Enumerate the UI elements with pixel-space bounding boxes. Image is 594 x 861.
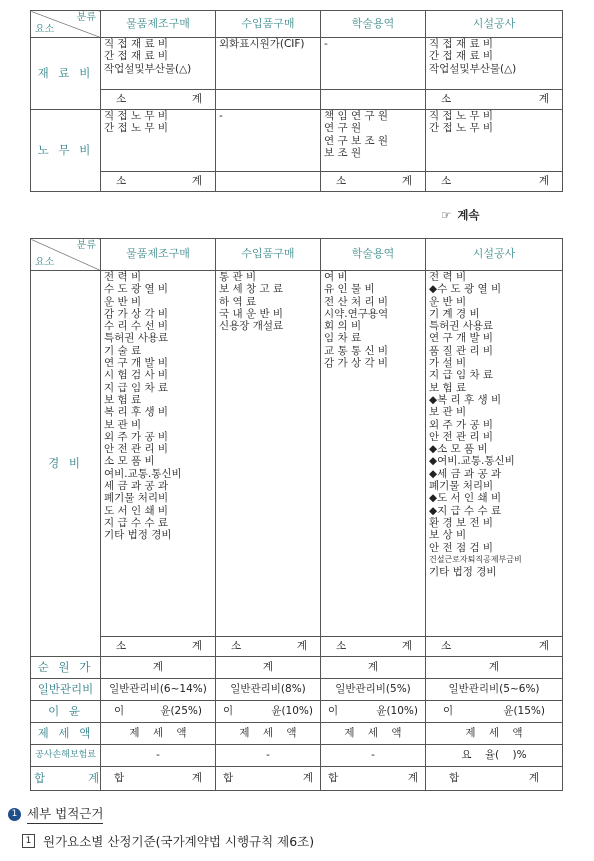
total-goods	[101, 767, 216, 791]
insurance-goods: -	[101, 745, 216, 767]
list-item: 건설근로자퇴직공제부금비	[429, 554, 522, 564]
subtotal-label: 계	[191, 640, 202, 653]
header-category-label: 분류	[76, 240, 96, 251]
net-cost-imports: 계	[216, 657, 321, 679]
material-construction-subtotal	[426, 90, 563, 110]
expense-research-cell	[321, 271, 426, 637]
list-item: 보 세 창 고 료	[219, 283, 284, 296]
list-item: 여 비	[324, 271, 348, 283]
list-item: 연 구 개 발 비	[429, 332, 494, 345]
list-item: ◆소 모 품 비	[429, 443, 488, 456]
list-item: 보 험 료	[429, 381, 467, 394]
insurance-research: -	[321, 745, 426, 767]
list-item: 지 급 수 수 료	[104, 516, 169, 529]
section-heading	[8, 804, 103, 824]
profit-label: 이	[443, 705, 454, 718]
list-item: 지 급 임 차 료	[429, 369, 494, 382]
list-item: 직 접 노 무 비	[429, 110, 494, 122]
subtotal-label: 계	[191, 175, 202, 188]
list-item: 연 구 개 발 비	[104, 357, 169, 370]
list-item: 폐기물 처리비	[104, 492, 169, 505]
list-item: 보 험 료	[104, 393, 142, 406]
labor-goods-cell	[101, 110, 216, 172]
total-research	[321, 767, 426, 791]
list-item: 전 력 비	[429, 271, 467, 283]
list-item: 전 산 처 리 비	[324, 295, 389, 308]
list-item: 수 도 광 열 비	[104, 283, 169, 296]
section-number-badge: 1	[8, 808, 21, 821]
list-item: 지 급 임 차 료	[104, 381, 169, 394]
total-label: 계	[528, 772, 539, 785]
list-item: ◆지 급 수 수 료	[429, 504, 502, 517]
expense-construction-subtotal	[426, 637, 563, 657]
profit-label: 이	[328, 705, 339, 718]
profit-construction	[426, 701, 563, 723]
list-item: 감 가 상 각 비	[104, 307, 169, 320]
net-cost-research: 계	[321, 657, 426, 679]
header-category-label: 분류	[76, 12, 96, 23]
labor-goods-subtotal	[101, 172, 216, 192]
row-label-admin-cost: 일반관리비	[31, 679, 101, 701]
expense-construction-cell	[426, 271, 563, 637]
subtotal-label: 소	[116, 93, 127, 106]
subtotal-label: 소	[336, 640, 347, 653]
list-item: 세 금 과 공 과	[104, 480, 169, 493]
material-imports-cell	[216, 38, 321, 90]
list-item: 시약.연구용역	[324, 307, 389, 320]
list-item: 국 내 운 반 비	[219, 307, 284, 320]
subtotal-label: 소	[441, 93, 452, 106]
total-label: 계	[302, 772, 313, 785]
list-item: 보 관 비	[104, 418, 142, 431]
header-element-label: 요소	[35, 256, 55, 268]
list-item: ◆도 서 인 쇄 비	[429, 492, 502, 505]
material-imports-subtotal	[216, 90, 321, 110]
list-item: 신용장 개설료	[219, 320, 284, 333]
list-item: 하 역 료	[219, 295, 257, 308]
list-item: 책 임 연 구 원	[324, 110, 389, 122]
labor-construction-subtotal	[426, 172, 563, 192]
list-item: 안 전 점 검 비	[429, 541, 494, 554]
list-item: 특허권 사용료	[429, 320, 494, 333]
labor-imports-cell	[216, 110, 321, 172]
expense-imports-cell	[216, 271, 321, 637]
list-item: 품 질 관 리 비	[429, 344, 494, 357]
pointing-hand-icon: ☞	[441, 208, 452, 222]
net-cost-construction: 계	[426, 657, 563, 679]
list-item: ◆세 금 과 공 과	[429, 467, 502, 480]
cost-table-part1	[30, 10, 563, 192]
list-item: 운 반 비	[429, 295, 467, 308]
continued-label: 계속	[457, 208, 480, 222]
list-item: 여비.교통.통신비	[104, 467, 182, 480]
material-research-subtotal	[321, 90, 426, 110]
list-item: 통 관 비	[219, 271, 257, 283]
list-item: 유 인 물 비	[324, 283, 375, 296]
total-construction	[426, 767, 563, 791]
row-label-insurance: 공사손해보험료	[31, 745, 101, 767]
col-header-imports: 수입품구매	[216, 11, 321, 38]
list-item: 감 가 상 각 비	[324, 357, 389, 370]
list-item: 안 전 관 리 비	[429, 430, 494, 443]
admin-goods: 일반관리비(6~14%)	[101, 679, 216, 701]
col-header-goods: 물품제조구매	[101, 239, 216, 271]
row-label-material-cost: 재 료 비	[31, 38, 101, 110]
list-item: 직 접 재 료 비	[104, 38, 169, 50]
admin-construction: 일반관리비(5~6%)	[426, 679, 563, 701]
total-imports	[216, 767, 321, 791]
list-item: 기타 법정 경비	[429, 566, 497, 579]
profit-label: 이	[223, 705, 234, 718]
insurance-imports: -	[216, 745, 321, 767]
expense-research-subtotal	[321, 637, 426, 657]
list-item: 보 관 비	[429, 406, 467, 419]
list-item: 작업설및부산물(△)	[429, 62, 517, 75]
profit-imports	[216, 701, 321, 723]
row-label-tax: 제 세 액	[31, 723, 101, 745]
material-construction-cell	[426, 38, 563, 90]
header-diagonal-cell	[31, 239, 101, 271]
subtotal-label: 계	[401, 640, 412, 653]
profit-rate: 윤(10%)	[376, 705, 418, 718]
row-label-total: 합 계	[31, 767, 101, 791]
list-item: 연 구 원	[324, 122, 362, 135]
list-item: 전 력 비	[104, 271, 142, 283]
list-item: 기 계 경 비	[429, 307, 480, 320]
total-label: 합	[328, 772, 339, 785]
list-item: ◆여비.교통.통신비	[429, 455, 515, 468]
col-header-research: 학술용역	[321, 239, 426, 271]
row-label-labor-cost: 노 무 비	[31, 110, 101, 192]
item-text: 원가요소별 산정기준(국가계약법 시행규칙 제6조)	[43, 834, 315, 849]
profit-label: 이	[114, 705, 125, 718]
list-item: 연 구 보 조 원	[324, 134, 389, 147]
labor-research-cell	[321, 110, 426, 172]
total-label: 계	[407, 772, 418, 785]
list-item: 가 설 비	[429, 357, 467, 370]
list-item: -	[219, 110, 223, 122]
labor-imports-subtotal	[216, 172, 321, 192]
header-diagonal-cell	[31, 11, 101, 38]
subtotal-label: 계	[538, 640, 549, 653]
total-label: 합	[449, 772, 460, 785]
profit-research	[321, 701, 426, 723]
subtotal-label: 소	[336, 175, 347, 188]
list-item: 수 리 수 선 비	[104, 320, 169, 333]
list-item: 특허권 사용료	[104, 332, 169, 345]
list-item: 운 반 비	[104, 295, 142, 308]
insurance-construction: 요 율( )%	[426, 745, 563, 767]
list-item: 외 주 가 공 비	[104, 430, 169, 443]
list-item: 기 술 료	[104, 344, 142, 357]
admin-imports: 일반관리비(8%)	[216, 679, 321, 701]
subtotal-label: 계	[296, 640, 307, 653]
tax-research: 제 세 액	[321, 723, 426, 745]
list-item: 외 주 가 공 비	[429, 418, 494, 431]
list-item: 시 험 검 사 비	[104, 369, 169, 382]
list-item: 간 접 노 무 비	[104, 122, 169, 135]
item-number-box: 1	[22, 834, 35, 848]
list-item: 소 모 품 비	[104, 455, 155, 468]
list-item: 직 접 재 료 비	[429, 38, 494, 50]
total-label: 계	[191, 772, 202, 785]
continued-note	[441, 207, 480, 223]
col-header-goods: 물품제조구매	[101, 11, 216, 38]
labor-construction-cell	[426, 110, 563, 172]
profit-rate: 윤(15%)	[503, 705, 545, 718]
profit-rate: 윤(10%)	[271, 705, 313, 718]
material-goods-subtotal	[101, 90, 216, 110]
list-item: 교 통 통 신 비	[324, 344, 389, 357]
list-item: 간 접 재 료 비	[104, 50, 169, 63]
header-element-label: 요소	[35, 23, 55, 35]
tax-goods: 제 세 액	[101, 723, 216, 745]
list-item: 보 상 비	[429, 529, 467, 542]
list-item: ◆수 도 광 열 비	[429, 283, 502, 296]
col-header-construction: 시설공사	[426, 11, 563, 38]
row-label-expenses: 경 비	[31, 271, 101, 657]
list-item: 임 차 료	[324, 332, 362, 345]
subtotal-label: 계	[401, 175, 412, 188]
net-cost-goods: 계	[101, 657, 216, 679]
total-label: 합	[223, 772, 234, 785]
total-label: 합	[114, 772, 125, 785]
subtotal-label: 소	[116, 175, 127, 188]
list-item: 간 접 재 료 비	[429, 50, 494, 63]
list-item: 작업설및부산물(△)	[104, 62, 192, 75]
list-item: 외화표시원가(CIF)	[219, 38, 305, 50]
col-header-research: 학술용역	[321, 11, 426, 38]
material-goods-cell	[101, 38, 216, 90]
list-item: 환 경 보 전 비	[429, 516, 494, 529]
profit-goods	[101, 701, 216, 723]
list-item: ◆복 리 후 생 비	[429, 393, 502, 406]
col-header-imports: 수입품구매	[216, 239, 321, 271]
list-item: 복 리 후 생 비	[104, 406, 169, 419]
list-item: 간 접 노 무 비	[429, 122, 494, 135]
expense-goods-subtotal	[101, 637, 216, 657]
cost-table-part2	[30, 238, 563, 791]
profit-rate: 윤(25%)	[160, 705, 202, 718]
labor-research-subtotal	[321, 172, 426, 192]
material-research-cell	[321, 38, 426, 90]
subtotal-label: 소	[116, 640, 127, 653]
subtotal-label: 계	[191, 93, 202, 106]
list-item: -	[324, 38, 328, 50]
subtotal-label: 소	[441, 640, 452, 653]
subtotal-label: 소	[441, 175, 452, 188]
subtotal-label: 계	[538, 93, 549, 106]
admin-research: 일반관리비(5%)	[321, 679, 426, 701]
tax-construction: 제 세 액	[426, 723, 563, 745]
list-item: 회 의 비	[324, 320, 362, 333]
section-title: 세부 법적근거	[27, 804, 103, 824]
subtotal-label: 소	[231, 640, 242, 653]
list-item: 기타 법정 경비	[104, 529, 172, 542]
expense-goods-cell	[101, 271, 216, 637]
list-item: 직 접 노 무 비	[104, 110, 169, 122]
expense-imports-subtotal	[216, 637, 321, 657]
list-item: 보 조 원	[324, 146, 362, 159]
list-item: 안 전 관 리 비	[104, 443, 169, 456]
tax-imports: 제 세 액	[216, 723, 321, 745]
row-label-net-cost: 순 원 가	[31, 657, 101, 679]
list-item: 도 서 인 쇄 비	[104, 504, 169, 517]
section-item	[22, 832, 314, 850]
row-label-profit: 이 윤	[31, 701, 101, 723]
subtotal-label: 계	[538, 175, 549, 188]
list-item: 폐기물 처리비	[429, 480, 494, 493]
col-header-construction: 시설공사	[426, 239, 563, 271]
